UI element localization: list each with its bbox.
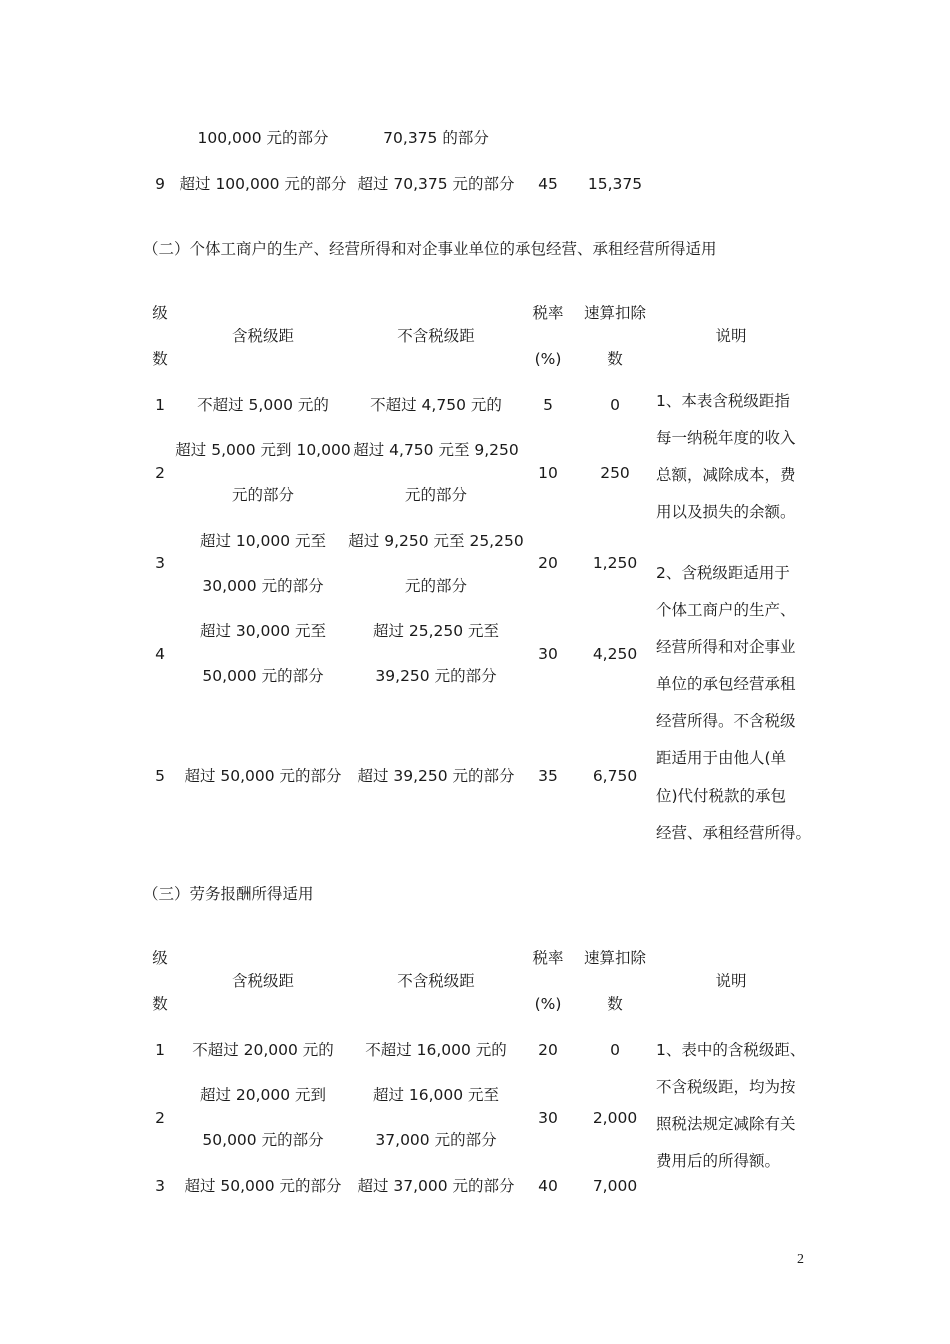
cell-nontaxable-range: 超过 25,250 元至 [372,622,500,640]
cell-rate: 35 [538,767,558,785]
cell-rate: 45 [538,175,558,193]
note-line: 位)代付税款的承包 [656,787,787,805]
note-line: 单位的承包经营承租 [656,675,796,693]
header-level-line2: 数 [152,995,168,1013]
header-level-line1: 级 [152,304,168,322]
cell-rate: 20 [538,554,558,572]
section-heading: （三）劳务报酬所得适用 [143,885,314,903]
note-line: 不含税级距，均为按 [656,1078,796,1096]
cell-taxable-range: 超过 5,000 元到 10,000 [175,441,351,459]
note-line: 经营所得和对企事业 [656,638,796,656]
cell-rate: 30 [538,1109,558,1127]
header-level-line1: 级 [152,949,168,967]
cell-level: 9 [155,175,165,193]
cell-nontaxable-range: 超过 9,250 元至 25,250 [348,532,524,550]
cell-level: 1 [155,396,165,414]
cell-taxable-range: 超过 100,000 元的部分 [179,175,347,193]
cell-nontaxable-range: 超过 4,750 元至 9,250 [353,441,519,459]
cell-nontaxable-range: 元的部分 [404,486,468,504]
cell-level: 1 [155,1041,165,1059]
header-level-line2: 数 [152,350,168,368]
header-nontaxable-range: 不含税级距 [397,972,475,990]
cell-deduction: 6,750 [592,767,638,785]
header-taxable-range: 含税级距 [231,327,295,345]
cell-level: 2 [155,464,165,482]
cell-nontaxable-range: 元的部分 [404,577,468,595]
cell-deduction: 4,250 [592,645,638,663]
note-line: 用以及损失的余额。 [656,503,796,521]
cell-level: 4 [155,645,165,663]
page-number: 2 [797,1252,804,1267]
cell-nontaxable-range: 37,000 元的部分 [375,1131,497,1149]
note-line: 照税法规定减除有关 [656,1115,796,1133]
cell-taxable-range: 50,000 元的部分 [202,667,324,685]
cell-rate: 30 [538,645,558,663]
cell-rate: 5 [543,396,553,414]
cell-nontaxable-range: 不超过 4,750 元的 [370,396,502,414]
cell-nontaxable-range: 39,250 元的部分 [375,667,497,685]
cell-taxable-range: 元的部分 [231,486,295,504]
cell-rate: 20 [538,1041,558,1059]
cell-nontaxable-continued: 70,375 的部分 [383,129,489,147]
cell-nontaxable-range: 不超过 16,000 元的 [365,1041,507,1059]
cell-nontaxable-range: 超过 70,375 元的部分 [357,175,515,193]
cell-deduction: 250 [600,464,630,482]
note-line: 个体工商户的生产、 [656,601,796,619]
cell-deduction: 1,250 [592,554,638,572]
header-note: 说明 [715,972,747,990]
header-deduction-line1: 速算扣除 [583,304,647,322]
note-line: 1、表中的含税级距、 [656,1041,806,1059]
cell-taxable-range: 不超过 5,000 元的 [197,396,329,414]
cell-deduction: 0 [610,1041,620,1059]
note-line: 每一纳税年度的收入 [656,429,796,447]
header-deduction-line2: 数 [607,995,623,1013]
cell-nontaxable-range: 超过 16,000 元至 [372,1086,500,1104]
cell-deduction: 2,000 [592,1109,638,1127]
cell-taxable-range: 不超过 20,000 元的 [192,1041,334,1059]
section-heading: （二）个体工商户的生产、经营所得和对企事业单位的承包经营、承租经营所得适用 [143,240,717,258]
header-note: 说明 [715,327,747,345]
header-taxable-range: 含税级距 [231,972,295,990]
cell-taxable-range: 超过 20,000 元到 [199,1086,327,1104]
cell-deduction: 15,375 [587,175,643,193]
cell-rate: 10 [538,464,558,482]
header-deduction-line2: 数 [607,350,623,368]
note-line: 经营所得。不含税级 [656,712,796,730]
header-rate-line1: 税率 [532,949,564,967]
header-deduction-line1: 速算扣除 [583,949,647,967]
header-rate-line1: 税率 [532,304,564,322]
cell-taxable-range: 超过 50,000 元的部分 [184,1177,342,1195]
cell-taxable-continued: 100,000 元的部分 [197,129,329,147]
cell-level: 3 [155,554,165,572]
cell-taxable-range: 超过 10,000 元至 [199,532,327,550]
note-line: 总额，减除成本，费 [656,466,796,484]
note-line: 经营、承租经营所得。 [656,824,812,842]
note-line: 1、本表含税级距指 [656,392,790,410]
cell-level: 5 [155,767,165,785]
header-rate-line2: (%) [534,350,562,368]
cell-deduction: 7,000 [592,1177,638,1195]
note-line: 距适用于由他人(单 [656,749,787,767]
header-nontaxable-range: 不含税级距 [397,327,475,345]
cell-deduction: 0 [610,396,620,414]
cell-level: 3 [155,1177,165,1195]
cell-taxable-range: 30,000 元的部分 [202,577,324,595]
cell-nontaxable-range: 超过 37,000 元的部分 [357,1177,515,1195]
cell-taxable-range: 超过 30,000 元至 [199,622,327,640]
cell-rate: 40 [538,1177,558,1195]
note-line: 2、含税级距适用于 [656,564,790,582]
cell-nontaxable-range: 超过 39,250 元的部分 [357,767,515,785]
cell-taxable-range: 超过 50,000 元的部分 [184,767,342,785]
cell-level: 2 [155,1109,165,1127]
note-line: 费用后的所得额。 [656,1152,781,1170]
header-rate-line2: (%) [534,995,562,1013]
cell-taxable-range: 50,000 元的部分 [202,1131,324,1149]
